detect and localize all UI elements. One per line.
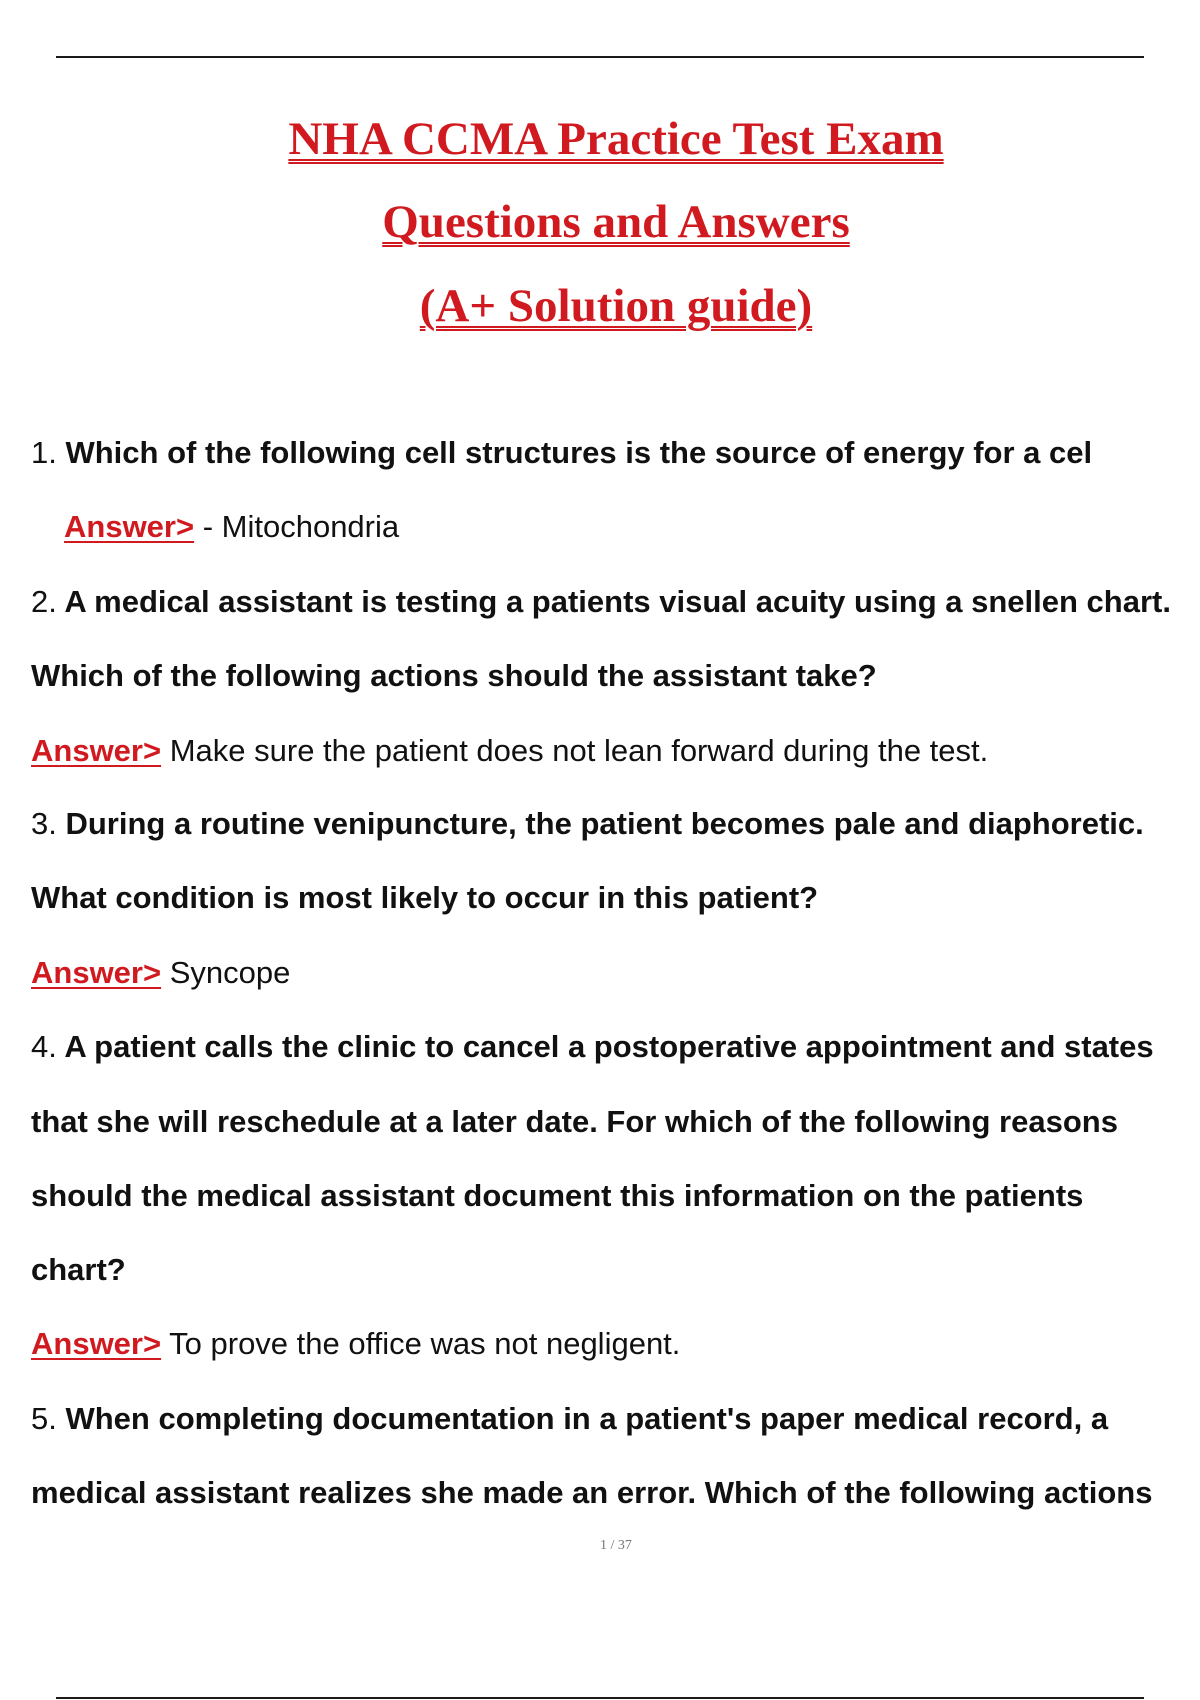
page-title-line-3: (A+ Solution guide) xyxy=(419,280,813,332)
answer-3: Answer> Syncope xyxy=(31,955,291,990)
answer-4-label: Answer> xyxy=(31,1326,162,1361)
page-title-line-2: Questions and Answers xyxy=(382,196,850,248)
question-4-cont-2: should the medical assistant document this information on the patients xyxy=(31,1178,1084,1213)
question-1: 1. Which of the following cell structures is the source of energy for a cel xyxy=(31,435,1093,470)
question-4: 4. A patient calls the clinic to cancel a postoperative appointment and states xyxy=(31,1029,1154,1064)
question-5: 5. When completing documentation in a patient's paper medical record, a xyxy=(31,1401,1109,1436)
question-3-cont: What condition is most likely to occur in this patient? xyxy=(31,880,819,915)
page-title-line-1: NHA CCMA Practice Test Exam xyxy=(288,113,944,165)
question-5-cont: medical assistant realizes she made an error. Which of the following actions xyxy=(31,1475,1153,1510)
answer-3-label: Answer> xyxy=(31,955,162,990)
page-indicator: 1 / 37 xyxy=(600,1538,632,1553)
answer-1-label: Answer> xyxy=(64,509,195,544)
question-2: 2. A medical assistant is testing a patients visual acuity using a snellen chart. xyxy=(31,584,1171,619)
question-3: 3. During a routine venipuncture, the patient becomes pale and diaphoretic. xyxy=(31,806,1144,841)
answer-1: Answer> - Mitochondria xyxy=(64,509,400,544)
answer-2: Answer> Make sure the patient does not lean forward during the test. xyxy=(31,733,989,768)
answer-2-label: Answer> xyxy=(31,733,162,768)
bottom-rule xyxy=(56,1697,1144,1699)
question-4-cont-3: chart? xyxy=(31,1252,126,1287)
question-4-cont-1: that she will reschedule at a later date. For which of the following reasons xyxy=(31,1104,1118,1139)
answer-4: Answer> To prove the office was not negligent. xyxy=(31,1326,681,1361)
question-2-cont: Which of the following actions should the assistant take? xyxy=(31,658,877,693)
top-rule xyxy=(56,56,1144,58)
